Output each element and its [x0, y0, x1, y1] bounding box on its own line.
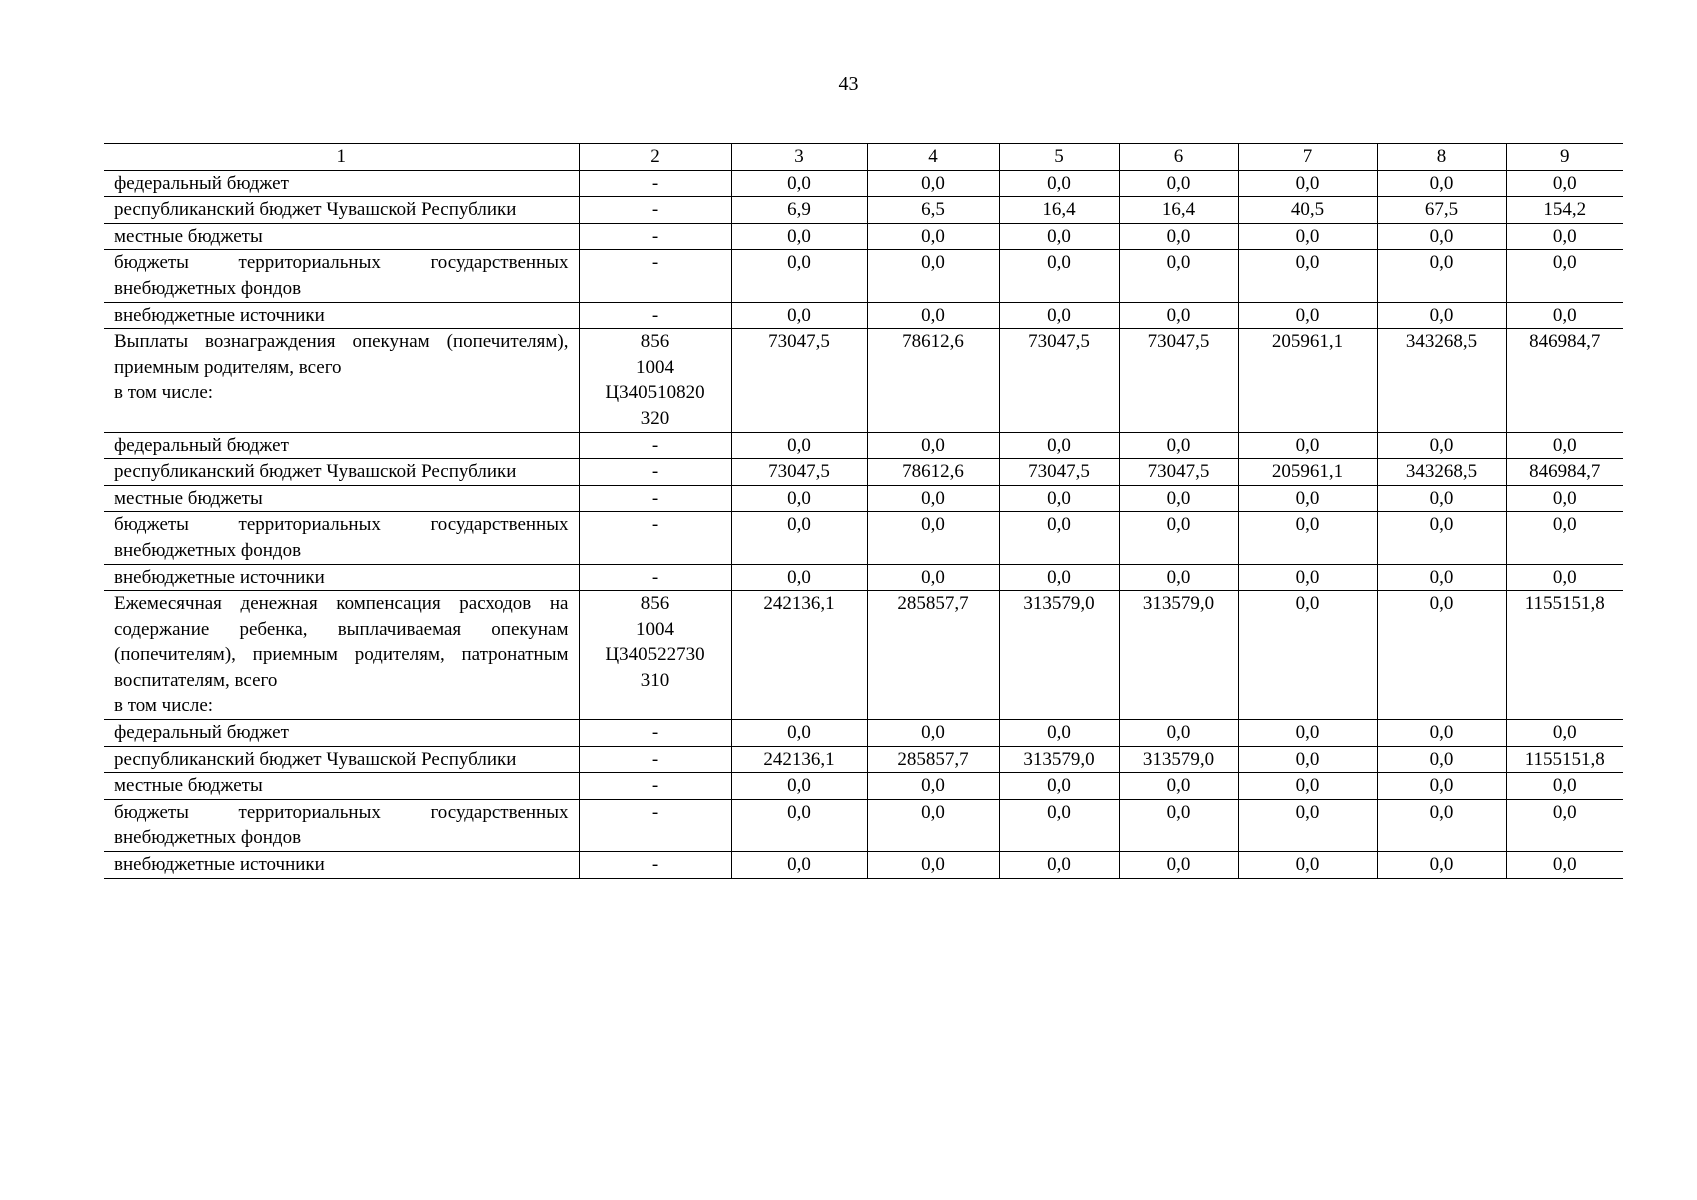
table-row	[104, 746, 1623, 773]
table-row	[104, 591, 1623, 720]
value-cell: 0,0	[731, 432, 867, 459]
value-cell: 0,0	[1119, 512, 1238, 564]
value-cell: 0,0	[1506, 250, 1623, 302]
value-cell: 0,0	[1377, 512, 1506, 564]
value-cell: 0,0	[1238, 746, 1377, 773]
row-label: Выплаты вознаграждения опекунам (попечителям), приемным родителям, всего в том числе:	[104, 329, 579, 432]
row-label: внебюджетные источники	[104, 564, 579, 591]
value-cell: 0,0	[731, 485, 867, 512]
budget-classification-code: 856 1004 Ц340522730 310	[579, 591, 731, 720]
column-number-header: 3	[731, 144, 867, 171]
table-row	[104, 799, 1623, 851]
row-label: местные бюджеты	[104, 485, 579, 512]
value-cell: 0,0	[867, 720, 999, 747]
value-cell: 73047,5	[731, 329, 867, 432]
value-cell: 0,0	[1506, 799, 1623, 851]
value-cell: 0,0	[1119, 302, 1238, 329]
value-cell: 0,0	[867, 432, 999, 459]
value-cell: 205961,1	[1238, 459, 1377, 486]
value-cell: 0,0	[1238, 591, 1377, 720]
value-cell: 0,0	[1377, 170, 1506, 197]
value-cell: 0,0	[867, 512, 999, 564]
value-cell: 0,0	[1238, 564, 1377, 591]
value-cell: 0,0	[1377, 591, 1506, 720]
value-cell: 0,0	[867, 799, 999, 851]
row-label: республиканский бюджет Чувашской Республики	[104, 459, 579, 486]
value-cell: 0,0	[1119, 432, 1238, 459]
table-row	[104, 432, 1623, 459]
value-cell: 0,0	[999, 302, 1119, 329]
value-cell: 0,0	[1238, 250, 1377, 302]
value-cell: 0,0	[1377, 432, 1506, 459]
value-cell: 0,0	[1238, 720, 1377, 747]
value-cell: 0,0	[1119, 852, 1238, 879]
table-row	[104, 459, 1623, 486]
value-cell: 0,0	[1119, 485, 1238, 512]
value-cell: 0,0	[867, 250, 999, 302]
value-cell: 846984,7	[1506, 329, 1623, 432]
value-cell: 285857,7	[867, 746, 999, 773]
value-cell: 73047,5	[1119, 329, 1238, 432]
value-cell: 0,0	[1506, 564, 1623, 591]
column-number-header: 4	[867, 144, 999, 171]
row-label: бюджеты территориальных государственных внебюджетных фондов	[104, 512, 579, 564]
row-label: бюджеты территориальных государственных внебюджетных фондов	[104, 799, 579, 851]
row-label: бюджеты территориальных государственных внебюджетных фондов	[104, 250, 579, 302]
column-number-header: 5	[999, 144, 1119, 171]
value-cell: 313579,0	[1119, 746, 1238, 773]
row-label: местные бюджеты	[104, 773, 579, 800]
value-cell: 313579,0	[999, 591, 1119, 720]
value-cell: 205961,1	[1238, 329, 1377, 432]
value-cell: 0,0	[731, 773, 867, 800]
value-cell: 0,0	[1377, 773, 1506, 800]
value-cell: 78612,6	[867, 329, 999, 432]
table-row	[104, 852, 1623, 879]
value-cell: 0,0	[1238, 773, 1377, 800]
budget-classification-code: -	[579, 459, 731, 486]
value-cell: 0,0	[731, 170, 867, 197]
value-cell: 0,0	[867, 773, 999, 800]
value-cell: 1155151,8	[1506, 591, 1623, 720]
value-cell: 0,0	[867, 223, 999, 250]
value-cell: 0,0	[1506, 170, 1623, 197]
value-cell: 16,4	[1119, 197, 1238, 224]
value-cell: 0,0	[1506, 485, 1623, 512]
budget-classification-code: -	[579, 485, 731, 512]
table-row	[104, 720, 1623, 747]
value-cell: 0,0	[1238, 852, 1377, 879]
table-body	[104, 144, 1623, 879]
value-cell: 6,5	[867, 197, 999, 224]
row-label: внебюджетные источники	[104, 852, 579, 879]
value-cell: 313579,0	[1119, 591, 1238, 720]
value-cell: 0,0	[1377, 746, 1506, 773]
value-cell: 0,0	[731, 512, 867, 564]
row-label: республиканский бюджет Чувашской Республики	[104, 746, 579, 773]
value-cell: 0,0	[1238, 432, 1377, 459]
value-cell: 0,0	[1377, 720, 1506, 747]
budget-classification-code: -	[579, 223, 731, 250]
value-cell: 154,2	[1506, 197, 1623, 224]
value-cell: 0,0	[1238, 223, 1377, 250]
value-cell: 0,0	[867, 170, 999, 197]
budget-classification-code: -	[579, 250, 731, 302]
value-cell: 0,0	[1119, 170, 1238, 197]
value-cell: 0,0	[731, 564, 867, 591]
value-cell: 0,0	[731, 223, 867, 250]
value-cell: 343268,5	[1377, 459, 1506, 486]
value-cell: 0,0	[1119, 773, 1238, 800]
table-row	[104, 197, 1623, 224]
value-cell: 0,0	[1119, 223, 1238, 250]
row-label: Ежемесячная денежная компенсация расходов на содержание ребенка, выплачиваемая опекунам (попечителям), приемным родителям, патронатным воспитателям, всего в том числе:	[104, 591, 579, 720]
table-row	[104, 564, 1623, 591]
value-cell: 40,5	[1238, 197, 1377, 224]
value-cell: 0,0	[1119, 564, 1238, 591]
budget-classification-code: -	[579, 773, 731, 800]
value-cell: 343268,5	[1377, 329, 1506, 432]
value-cell: 0,0	[1238, 485, 1377, 512]
value-cell: 0,0	[999, 432, 1119, 459]
column-number-header: 8	[1377, 144, 1506, 171]
table-row	[104, 773, 1623, 800]
value-cell: 0,0	[1506, 720, 1623, 747]
value-cell: 0,0	[1377, 302, 1506, 329]
row-label: федеральный бюджет	[104, 170, 579, 197]
value-cell: 242136,1	[731, 746, 867, 773]
value-cell: 0,0	[999, 852, 1119, 879]
budget-classification-code: -	[579, 799, 731, 851]
budget-classification-code: -	[579, 720, 731, 747]
value-cell: 0,0	[1506, 302, 1623, 329]
row-label: федеральный бюджет	[104, 720, 579, 747]
column-number-header: 7	[1238, 144, 1377, 171]
value-cell: 0,0	[1119, 250, 1238, 302]
value-cell: 0,0	[1377, 223, 1506, 250]
value-cell: 242136,1	[731, 591, 867, 720]
value-cell: 0,0	[1238, 302, 1377, 329]
value-cell: 0,0	[1377, 485, 1506, 512]
column-number-header: 1	[104, 144, 579, 171]
value-cell: 0,0	[1506, 223, 1623, 250]
value-cell: 0,0	[1238, 799, 1377, 851]
budget-classification-code: -	[579, 746, 731, 773]
value-cell: 0,0	[731, 302, 867, 329]
value-cell: 0,0	[1119, 799, 1238, 851]
row-label: местные бюджеты	[104, 223, 579, 250]
value-cell: 1155151,8	[1506, 746, 1623, 773]
value-cell: 73047,5	[999, 459, 1119, 486]
value-cell: 16,4	[999, 197, 1119, 224]
budget-classification-code: 856 1004 Ц340510820 320	[579, 329, 731, 432]
row-label: федеральный бюджет	[104, 432, 579, 459]
budget-classification-code: -	[579, 512, 731, 564]
value-cell: 0,0	[1506, 512, 1623, 564]
budget-classification-code: -	[579, 170, 731, 197]
budget-classification-code: -	[579, 564, 731, 591]
value-cell: 0,0	[867, 302, 999, 329]
value-cell: 313579,0	[999, 746, 1119, 773]
value-cell: 73047,5	[731, 459, 867, 486]
value-cell: 0,0	[1506, 852, 1623, 879]
value-cell: 6,9	[731, 197, 867, 224]
value-cell: 285857,7	[867, 591, 999, 720]
value-cell: 0,0	[999, 485, 1119, 512]
value-cell: 0,0	[867, 485, 999, 512]
value-cell: 0,0	[731, 720, 867, 747]
value-cell: 0,0	[999, 720, 1119, 747]
value-cell: 0,0	[731, 799, 867, 851]
budget-classification-code: -	[579, 432, 731, 459]
table-row	[104, 250, 1623, 302]
table-header-row	[104, 144, 1623, 171]
value-cell: 846984,7	[1506, 459, 1623, 486]
column-number-header: 2	[579, 144, 731, 171]
value-cell: 73047,5	[1119, 459, 1238, 486]
table-row	[104, 512, 1623, 564]
row-label: республиканский бюджет Чувашской Республики	[104, 197, 579, 224]
value-cell: 0,0	[999, 250, 1119, 302]
value-cell: 0,0	[999, 170, 1119, 197]
value-cell: 0,0	[1238, 170, 1377, 197]
value-cell: 0,0	[1238, 512, 1377, 564]
value-cell: 0,0	[867, 852, 999, 879]
value-cell: 0,0	[999, 512, 1119, 564]
value-cell: 78612,6	[867, 459, 999, 486]
value-cell: 0,0	[1377, 564, 1506, 591]
table-row	[104, 329, 1623, 432]
budget-classification-code: -	[579, 302, 731, 329]
budget-classification-code: -	[579, 852, 731, 879]
value-cell: 0,0	[1506, 432, 1623, 459]
column-number-header: 9	[1506, 144, 1623, 171]
value-cell: 73047,5	[999, 329, 1119, 432]
value-cell: 0,0	[1377, 852, 1506, 879]
budget-table	[104, 143, 1623, 879]
value-cell: 0,0	[867, 564, 999, 591]
value-cell: 0,0	[999, 564, 1119, 591]
table-row	[104, 485, 1623, 512]
table-row	[104, 302, 1623, 329]
row-label: внебюджетные источники	[104, 302, 579, 329]
budget-classification-code: -	[579, 197, 731, 224]
column-number-header: 6	[1119, 144, 1238, 171]
value-cell: 0,0	[731, 852, 867, 879]
value-cell: 0,0	[999, 223, 1119, 250]
value-cell: 0,0	[999, 799, 1119, 851]
value-cell: 67,5	[1377, 197, 1506, 224]
value-cell: 0,0	[1377, 250, 1506, 302]
table-row	[104, 223, 1623, 250]
page-number: 43	[838, 73, 859, 95]
table-row	[104, 170, 1623, 197]
value-cell: 0,0	[1377, 799, 1506, 851]
value-cell: 0,0	[731, 250, 867, 302]
value-cell: 0,0	[1119, 720, 1238, 747]
value-cell: 0,0	[1506, 773, 1623, 800]
value-cell: 0,0	[999, 773, 1119, 800]
